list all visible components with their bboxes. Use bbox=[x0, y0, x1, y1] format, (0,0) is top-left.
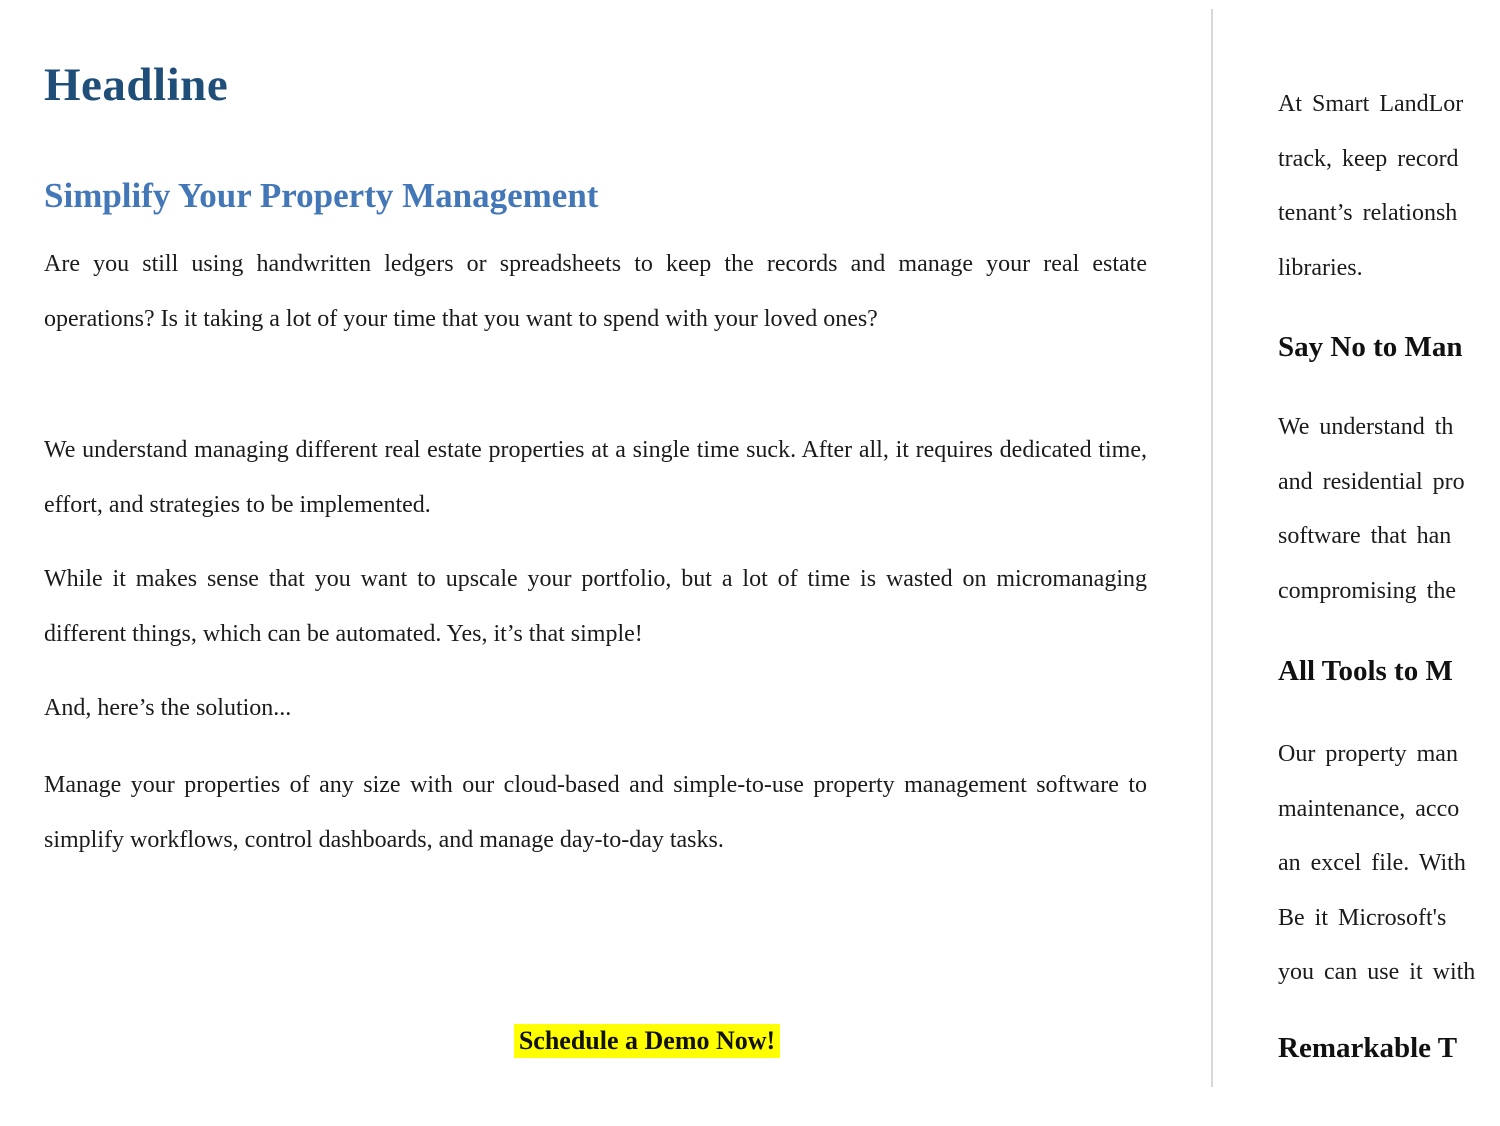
column-divider bbox=[1211, 9, 1213, 1087]
left-column bbox=[44, 0, 1147, 1126]
right-paragraph-1-line-4: libraries. bbox=[1278, 254, 1363, 281]
right-column bbox=[1278, 0, 1500, 1126]
right-paragraph-2-line-1: We understand th bbox=[1278, 414, 1454, 440]
right-paragraph-2-line-4: compromising the bbox=[1278, 577, 1456, 604]
right-paragraph-2-line-3: software that han bbox=[1278, 523, 1452, 549]
cta-row bbox=[44, 1024, 1250, 1058]
headline-title: Headline bbox=[44, 59, 229, 111]
right-paragraph-3-line-2: maintenance, acco bbox=[1278, 795, 1460, 822]
right-paragraph-1-line-3: tenant’s relationsh bbox=[1278, 200, 1458, 226]
right-paragraph-1-line-1: At Smart LandLor bbox=[1278, 91, 1464, 117]
schedule-demo-cta[interactable]: Schedule a Demo Now! bbox=[514, 1024, 780, 1058]
body-paragraph-2: We understand managing different real estate properties at a single time suck. After all, it requires dedicated time, effort, and strategies to be implemented. bbox=[44, 437, 1147, 518]
right-heading-2: All Tools to M bbox=[1278, 655, 1453, 687]
right-paragraph-3-line-1: Our property man bbox=[1278, 741, 1458, 767]
right-paragraph-3 bbox=[1278, 727, 1500, 1000]
right-paragraph-1-line-2: track, keep record bbox=[1278, 145, 1459, 172]
body-paragraph-4: And, here’s the solution... bbox=[44, 695, 292, 721]
right-paragraph-3-line-3: an excel file. With bbox=[1278, 850, 1466, 876]
right-paragraph-3-line-5: you can use it with bbox=[1278, 959, 1476, 985]
right-paragraph-2 bbox=[1278, 400, 1500, 618]
right-paragraph-3-line-4: Be it Microsoft's bbox=[1278, 904, 1447, 931]
right-paragraph-2-line-2: and residential pro bbox=[1278, 468, 1465, 495]
body-paragraph-5: Manage your properties of any size with our cloud-based and simple-to-use property management software to simplify workflows, control dashboards, and manage day-to-day tasks. bbox=[44, 772, 1147, 853]
right-heading-3: Remarkable T bbox=[1278, 1032, 1458, 1064]
body-paragraph-1: Are you still using handwritten ledgers or spreadsheets to keep the records and manage your real estate operations? Is it taking a lot of your time that you want to spend with your loved ones? bbox=[44, 251, 1147, 332]
right-heading-1: Say No to Man bbox=[1278, 331, 1463, 363]
right-paragraph-1 bbox=[1278, 77, 1500, 295]
subheadline-title: Simplify Your Property Management bbox=[44, 176, 599, 215]
body-paragraph-3: While it makes sense that you want to upscale your portfolio, but a lot of time is wasted on micromanaging different things, which can be automated. Yes, it’s that simple! bbox=[44, 566, 1147, 647]
